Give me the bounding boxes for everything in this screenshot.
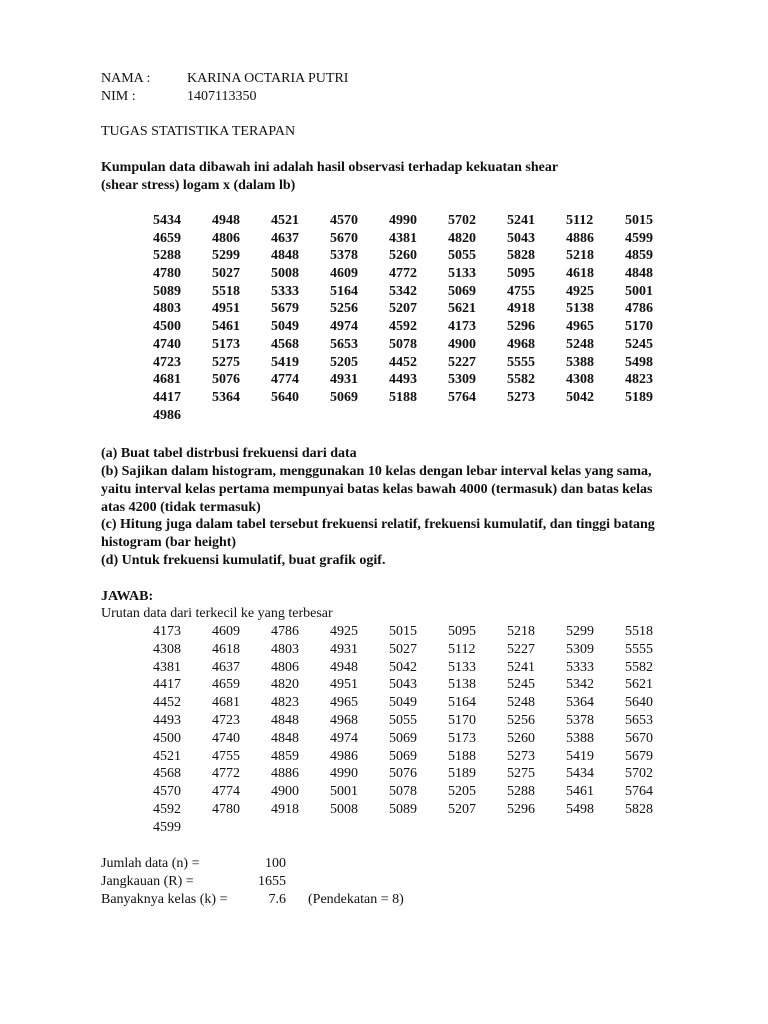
table-cell: 5256 xyxy=(330,301,358,317)
table-cell: 4659 xyxy=(212,677,240,693)
table-cell: 5653 xyxy=(330,336,358,352)
table-cell: 4931 xyxy=(330,641,358,657)
table-cell: 4592 xyxy=(389,319,417,335)
table-cell: 5828 xyxy=(507,248,535,264)
table-cell: 5042 xyxy=(389,659,417,675)
table-cell: 5555 xyxy=(625,641,653,657)
table-cell: 4951 xyxy=(330,677,358,693)
table-cell: 5388 xyxy=(566,730,594,746)
question-line: histogram (bar height) xyxy=(101,535,237,550)
table-cell: 4918 xyxy=(507,301,535,317)
table-cell: 5164 xyxy=(330,283,358,299)
table-cell: 5227 xyxy=(507,641,535,657)
table-cell: 5164 xyxy=(448,695,476,711)
table-cell: 4308 xyxy=(566,372,594,388)
table-cell: 5055 xyxy=(448,248,476,264)
summary-k-note: (Pendekatan = 8) xyxy=(308,892,404,907)
table-cell: 4990 xyxy=(330,766,358,782)
table-cell: 5828 xyxy=(625,801,653,817)
table-cell: 4925 xyxy=(330,624,358,639)
table-cell: 4681 xyxy=(212,695,240,711)
table-cell: 4609 xyxy=(212,624,240,639)
table-cell: 4681 xyxy=(153,372,181,388)
table-row xyxy=(153,765,684,783)
table-row xyxy=(153,659,684,677)
table-cell: 5679 xyxy=(271,301,299,317)
table-cell: 4381 xyxy=(389,230,417,246)
table-cell: 4521 xyxy=(271,213,299,228)
table-cell: 4618 xyxy=(212,641,240,657)
question-line: (b) Sajikan dalam histogram, menggunakan 10 kelas dengan lebar interval kelas yang sama, xyxy=(101,464,652,479)
document-title: TUGAS STATISTIKA TERAPAN xyxy=(101,124,296,139)
table-cell: 4780 xyxy=(153,266,181,282)
table-cell: 4755 xyxy=(212,748,240,764)
table-cell: 5333 xyxy=(271,283,299,299)
table-cell: 4990 xyxy=(389,213,417,228)
table-cell: 5069 xyxy=(389,730,417,746)
table-cell: 5679 xyxy=(625,748,653,764)
table-cell: 5027 xyxy=(212,266,240,282)
table-cell: 4806 xyxy=(212,230,240,246)
table-cell: 5388 xyxy=(566,354,594,370)
table-cell: 4637 xyxy=(271,230,299,246)
table-cell: 5702 xyxy=(448,213,476,228)
table-cell: 4900 xyxy=(448,336,476,352)
table-cell: 4965 xyxy=(566,319,594,335)
table-cell: 4740 xyxy=(153,336,181,352)
table-row xyxy=(153,336,684,354)
table-cell: 5173 xyxy=(448,730,476,746)
table-cell: 5207 xyxy=(389,301,417,317)
sorted-data-table xyxy=(153,623,684,837)
table-cell: 4931 xyxy=(330,372,358,388)
table-cell: 4500 xyxy=(153,730,181,746)
table-cell: 5273 xyxy=(507,389,535,405)
summary-n-label: Jumlah data (n) = xyxy=(101,856,200,871)
table-cell: 4599 xyxy=(625,230,653,246)
table-cell: 4823 xyxy=(625,372,653,388)
table-cell: 5245 xyxy=(507,677,535,693)
intro-line-1: Kumpulan data dibawah ini adalah hasil observasi terhadap kekuatan shear xyxy=(101,160,559,175)
table-cell: 4886 xyxy=(271,766,299,782)
table-cell: 5342 xyxy=(566,677,594,693)
table-cell: 4452 xyxy=(153,695,181,711)
table-cell: 5138 xyxy=(448,677,476,693)
table-cell: 5076 xyxy=(389,766,417,782)
nama-label: NAMA : xyxy=(101,71,151,86)
table-cell: 5461 xyxy=(566,784,594,800)
nim-value: 1407113350 xyxy=(187,89,257,104)
table-cell: 5670 xyxy=(625,730,653,746)
table-cell: 5378 xyxy=(566,712,594,728)
table-cell: 5248 xyxy=(507,695,535,711)
table-cell: 4521 xyxy=(153,748,181,764)
table-cell: 4609 xyxy=(330,266,358,282)
table-cell: 5089 xyxy=(389,801,417,817)
table-cell: 5189 xyxy=(448,766,476,782)
table-cell: 5364 xyxy=(212,389,240,405)
table-cell: 4772 xyxy=(212,766,240,782)
table-cell: 4786 xyxy=(271,624,299,639)
table-cell: 5518 xyxy=(625,624,653,639)
table-cell: 4951 xyxy=(212,301,240,317)
table-cell: 4500 xyxy=(153,319,181,335)
table-cell: 4417 xyxy=(153,677,181,693)
table-row xyxy=(153,318,684,336)
summary-k-label: Banyaknya kelas (k) = xyxy=(101,892,228,907)
table-cell: 4780 xyxy=(212,801,240,817)
table-cell: 5364 xyxy=(566,695,594,711)
table-cell: 4592 xyxy=(153,801,181,817)
table-cell: 5076 xyxy=(212,372,240,388)
table-cell: 4925 xyxy=(566,283,594,299)
table-cell: 5342 xyxy=(389,283,417,299)
table-cell: 4774 xyxy=(271,372,299,388)
table-cell: 5275 xyxy=(212,354,240,370)
table-cell: 5218 xyxy=(566,248,594,264)
table-cell: 5434 xyxy=(566,766,594,782)
table-cell: 4806 xyxy=(271,659,299,675)
table-cell: 5241 xyxy=(507,213,535,228)
table-row xyxy=(153,730,684,748)
table-cell: 5555 xyxy=(507,354,535,370)
table-cell: 5043 xyxy=(507,230,535,246)
table-cell: 4820 xyxy=(271,677,299,693)
table-cell: 5008 xyxy=(271,266,299,282)
table-cell: 4859 xyxy=(271,748,299,764)
table-cell: 4948 xyxy=(212,213,240,228)
table-cell: 5095 xyxy=(507,266,535,282)
answer-heading: JAWAB: xyxy=(101,589,154,604)
table-row xyxy=(153,783,684,801)
table-cell: 4965 xyxy=(330,695,358,711)
table-cell: 4772 xyxy=(389,266,417,282)
table-cell: 5205 xyxy=(330,354,358,370)
table-cell: 4786 xyxy=(625,301,653,317)
table-cell: 5256 xyxy=(507,712,535,728)
summary-k-value: 7.6 xyxy=(268,892,286,907)
table-row xyxy=(153,801,684,819)
summary-r-label: Jangkauan (R) = xyxy=(101,874,194,889)
table-row xyxy=(153,641,684,659)
table-row xyxy=(153,676,684,694)
question-line: (c) Hitung juga dalam tabel tersebut frekuensi relatif, frekuensi kumulatif, dan tinggi batang xyxy=(101,517,655,532)
table-cell: 5419 xyxy=(271,354,299,370)
table-cell: 5260 xyxy=(389,248,417,264)
nim-line xyxy=(101,88,256,106)
table-cell: 5049 xyxy=(271,319,299,335)
table-row xyxy=(153,748,684,766)
table-cell: 4173 xyxy=(153,624,181,639)
summary-n-value: 100 xyxy=(265,856,286,871)
table-row xyxy=(153,623,684,641)
table-row xyxy=(153,694,684,712)
table-cell: 5112 xyxy=(448,641,476,657)
table-cell: 5670 xyxy=(330,230,358,246)
table-cell: 4848 xyxy=(271,730,299,746)
table-cell: 4570 xyxy=(330,213,358,228)
table-cell: 4452 xyxy=(389,354,417,370)
intro-line-2: (shear stress) logam x (dalam lb) xyxy=(101,178,296,193)
table-cell: 5089 xyxy=(153,283,181,299)
table-cell: 4381 xyxy=(153,659,181,675)
table-cell: 5419 xyxy=(566,748,594,764)
table-cell: 4986 xyxy=(330,748,358,764)
table-cell: 4803 xyxy=(153,301,181,317)
table-cell: 5299 xyxy=(566,624,594,639)
table-cell: 5095 xyxy=(448,624,476,639)
table-cell: 5309 xyxy=(448,372,476,388)
table-cell: 4848 xyxy=(271,712,299,728)
table-cell: 5640 xyxy=(625,695,653,711)
nim-label: NIM : xyxy=(101,89,136,104)
table-row xyxy=(153,819,684,837)
table-row xyxy=(153,230,684,248)
table-cell: 5621 xyxy=(625,677,653,693)
nama-line xyxy=(101,70,348,88)
table-cell: 5702 xyxy=(625,766,653,782)
question-line: (d) Untuk frekuensi kumulatif, buat grafik ogif. xyxy=(101,553,386,568)
table-cell: 5027 xyxy=(389,641,417,657)
table-cell: 5207 xyxy=(448,801,476,817)
table-cell: 5170 xyxy=(625,319,653,335)
table-cell: 4886 xyxy=(566,230,594,246)
table-cell: 5218 xyxy=(507,624,535,639)
table-cell: 4848 xyxy=(271,248,299,264)
table-row xyxy=(153,354,684,372)
table-cell: 4173 xyxy=(448,319,476,335)
table-cell: 5764 xyxy=(448,389,476,405)
table-cell: 4568 xyxy=(271,336,299,352)
table-cell: 5764 xyxy=(625,784,653,800)
table-cell: 4774 xyxy=(212,784,240,800)
table-cell: 5008 xyxy=(330,801,358,817)
table-cell: 5582 xyxy=(507,372,535,388)
summary-k xyxy=(101,891,404,909)
table-cell: 5078 xyxy=(389,784,417,800)
table-cell: 5055 xyxy=(389,712,417,728)
table-cell: 5173 xyxy=(212,336,240,352)
table-cell: 5299 xyxy=(212,248,240,264)
table-row xyxy=(153,265,684,283)
table-cell: 5288 xyxy=(153,248,181,264)
table-cell: 5069 xyxy=(330,389,358,405)
table-cell: 5188 xyxy=(389,389,417,405)
table-row xyxy=(153,212,684,230)
table-cell: 5049 xyxy=(389,695,417,711)
table-cell: 4859 xyxy=(625,248,653,264)
table-cell: 5248 xyxy=(566,336,594,352)
table-row xyxy=(153,371,684,389)
table-cell: 4637 xyxy=(212,659,240,675)
table-cell: 5170 xyxy=(448,712,476,728)
table-cell: 4974 xyxy=(330,319,358,335)
table-cell: 4823 xyxy=(271,695,299,711)
table-cell: 4974 xyxy=(330,730,358,746)
raw-data-table xyxy=(153,212,684,424)
table-cell: 4568 xyxy=(153,766,181,782)
table-cell: 5296 xyxy=(507,801,535,817)
table-row xyxy=(153,407,684,425)
question-line: yaitu interval kelas pertama mempunyai batas kelas bawah 4000 (termasuk) dan batas kelas xyxy=(101,482,653,497)
table-cell: 5434 xyxy=(153,213,181,228)
table-cell: 5069 xyxy=(389,748,417,764)
table-cell: 4570 xyxy=(153,784,181,800)
table-cell: 4618 xyxy=(566,266,594,282)
question-line: (a) Buat tabel distrbusi frekuensi dari data xyxy=(101,446,357,461)
table-cell: 4417 xyxy=(153,389,181,405)
table-cell: 5241 xyxy=(507,659,535,675)
table-cell: 5260 xyxy=(507,730,535,746)
table-cell: 5001 xyxy=(625,283,653,299)
summary-n xyxy=(101,855,286,873)
table-row xyxy=(153,283,684,301)
table-cell: 5245 xyxy=(625,336,653,352)
table-cell: 4968 xyxy=(507,336,535,352)
table-cell: 4968 xyxy=(330,712,358,728)
table-cell: 5378 xyxy=(330,248,358,264)
table-cell: 4659 xyxy=(153,230,181,246)
table-cell: 4493 xyxy=(389,372,417,388)
table-cell: 5205 xyxy=(448,784,476,800)
table-cell: 5138 xyxy=(566,301,594,317)
table-cell: 5582 xyxy=(625,659,653,675)
table-cell: 5188 xyxy=(448,748,476,764)
question-line: atas 4200 (tidak termasuk) xyxy=(101,500,261,515)
table-cell: 5112 xyxy=(566,213,594,228)
table-cell: 5275 xyxy=(507,766,535,782)
table-cell: 5043 xyxy=(389,677,417,693)
table-cell: 4848 xyxy=(625,266,653,282)
table-cell: 5001 xyxy=(330,784,358,800)
table-row xyxy=(153,389,684,407)
table-cell: 4948 xyxy=(330,659,358,675)
table-cell: 5288 xyxy=(507,784,535,800)
table-row xyxy=(153,247,684,265)
table-cell: 5042 xyxy=(566,389,594,405)
table-cell: 5498 xyxy=(625,354,653,370)
table-cell: 4723 xyxy=(212,712,240,728)
table-cell: 5189 xyxy=(625,389,653,405)
table-cell: 4493 xyxy=(153,712,181,728)
summary-r-value: 1655 xyxy=(258,874,286,889)
table-cell: 4740 xyxy=(212,730,240,746)
table-cell: 4723 xyxy=(153,354,181,370)
table-cell: 5078 xyxy=(389,336,417,352)
table-cell: 5069 xyxy=(448,283,476,299)
table-cell: 5133 xyxy=(448,659,476,675)
table-cell: 5309 xyxy=(566,641,594,657)
table-cell: 5333 xyxy=(566,659,594,675)
table-cell: 4900 xyxy=(271,784,299,800)
table-cell: 5015 xyxy=(389,624,417,639)
table-row xyxy=(153,712,684,730)
summary-r xyxy=(101,873,286,891)
table-cell: 4599 xyxy=(153,819,181,835)
table-cell: 5518 xyxy=(212,283,240,299)
table-cell: 5227 xyxy=(448,354,476,370)
table-cell: 4820 xyxy=(448,230,476,246)
table-cell: 5273 xyxy=(507,748,535,764)
table-cell: 5296 xyxy=(507,319,535,335)
table-cell: 5498 xyxy=(566,801,594,817)
table-cell: 4986 xyxy=(153,407,181,423)
nama-value: KARINA OCTARIA PUTRI xyxy=(187,71,349,86)
table-cell: 5640 xyxy=(271,389,299,405)
table-cell: 4918 xyxy=(271,801,299,817)
table-cell: 5133 xyxy=(448,266,476,282)
table-cell: 5461 xyxy=(212,319,240,335)
table-cell: 4308 xyxy=(153,641,181,657)
table-cell: 5621 xyxy=(448,301,476,317)
answer-subheading: Urutan data dari terkecil ke yang terbesar xyxy=(101,606,333,621)
table-cell: 4755 xyxy=(507,283,535,299)
table-cell: 5015 xyxy=(625,213,653,228)
table-row xyxy=(153,300,684,318)
table-cell: 4803 xyxy=(271,641,299,657)
table-cell: 5653 xyxy=(625,712,653,728)
